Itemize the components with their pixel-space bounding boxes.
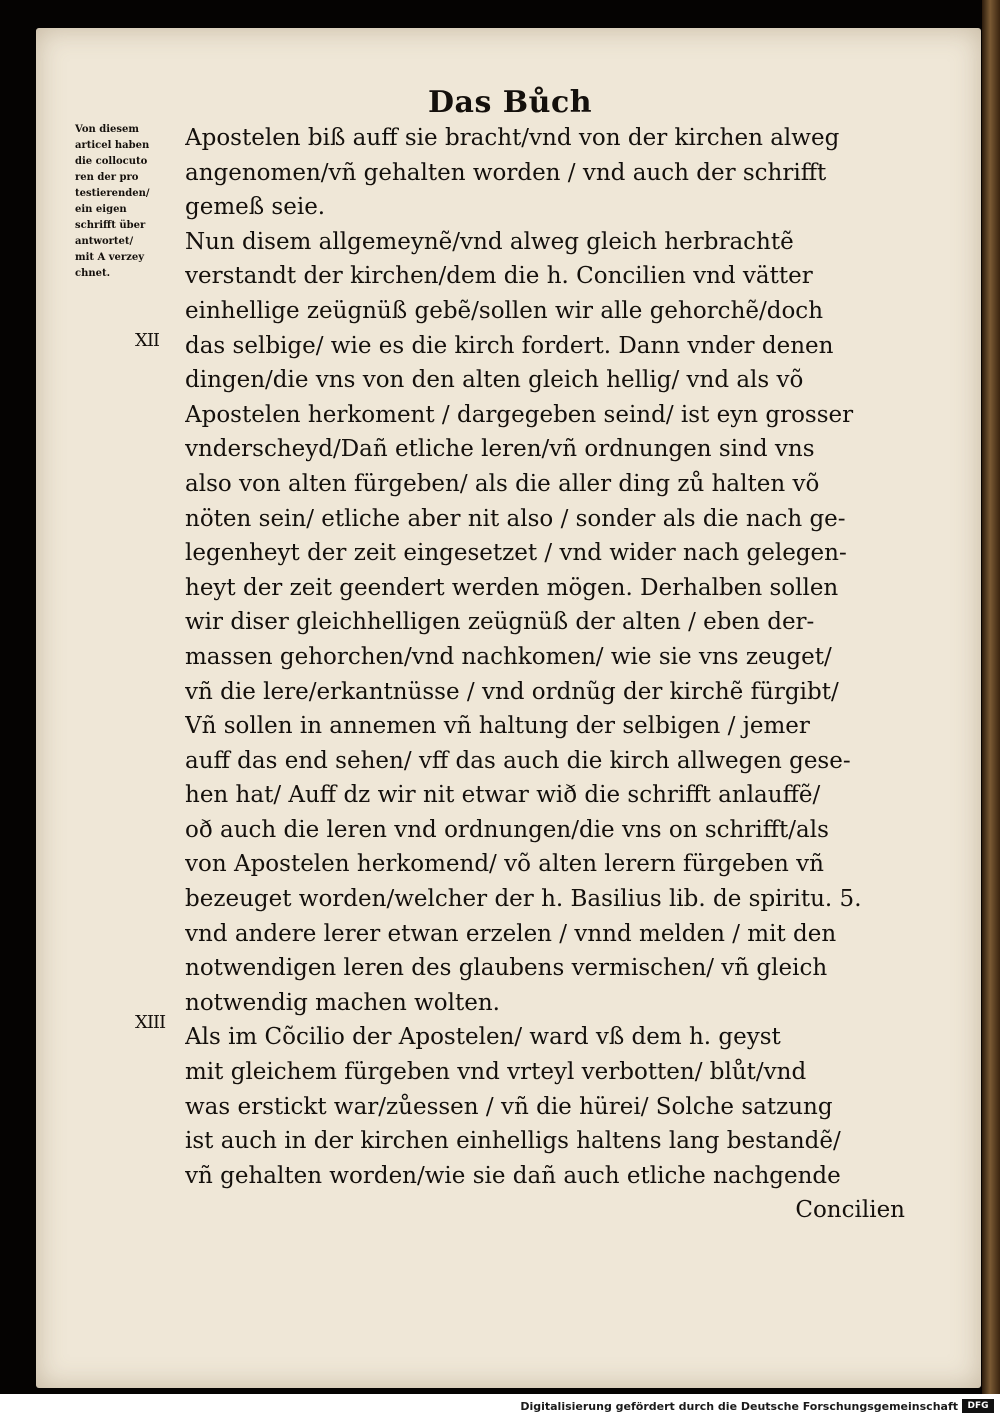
body-line: massen gehorchen/vnd nachkomen/ wie sie vns zeuget/: [185, 643, 832, 670]
body-line: verstandt der kirchen/dem die h. Concilien vnd vätter: [185, 263, 813, 290]
body-line: nöten sein/ etliche aber nit also / sonder als die nach ge-: [185, 505, 846, 532]
body-line: notwendig machen wolten.: [185, 989, 500, 1016]
body-line: was erstickt war/zůessen / vñ die hürei/ Solche satzung: [185, 1093, 833, 1120]
body-line: oð auch die leren vnd ordnungen/die vns on schrifft/als: [185, 816, 829, 843]
body-line: heyt der zeit geendert werden mögen. Derhalben sollen: [185, 574, 839, 601]
body-line: mit gleichem fürgeben vnd vrteyl verbotten/ blůt/vnd: [185, 1059, 807, 1086]
body-line: Als im Cõcilio der Apostelen/ ward vß dem h. geyst: [185, 1024, 781, 1051]
section-number-xii: XII: [135, 330, 160, 351]
body-line: hen hat/ Auff dz wir nit etwar wið die schrifft anlauffẽ/: [185, 782, 821, 809]
body-text: [185, 121, 905, 1228]
body-line: angenomen/vñ gehalten worden / vnd auch der schrifft: [185, 159, 827, 186]
body-line: legenheyt der zeit eingesetzet / vnd wider nach gelegen-: [185, 540, 847, 567]
body-line: ist auch in der kirchen einhelligs haltens lang bestandẽ/: [185, 1128, 841, 1155]
body-line: Apostelen biß auff sie bracht/vnd von der kirchen alweg: [185, 125, 840, 151]
footer-credit: Digitalisierung gefördert durch die Deutsche Forschungsgemeinschaft: [520, 1400, 958, 1413]
margin-note-line: die collocuto: [75, 156, 148, 167]
book-edge: [982, 0, 1000, 1394]
margin-note-line: ren der pro: [75, 172, 139, 183]
margin-note-line: articel haben: [75, 140, 150, 151]
body-line: bezeuget worden/welcher der h. Basilius lib. de spiritu. 5.: [185, 886, 862, 913]
body-line: vnd andere lerer etwan erzelen / vnnd melden / mit den: [185, 920, 837, 947]
body-line: dingen/die vns von den alten gleich hellig/ vnd als võ: [185, 367, 804, 394]
body-line: gemeß seie.: [185, 194, 326, 221]
margin-note-line: ein eigen: [75, 204, 127, 215]
margin-note-line: mit A verzey: [75, 252, 145, 263]
margin-note-line: chnet.: [75, 268, 111, 279]
body-line: das selbige/ wie es die kirch fordert. Dann vnder denen: [185, 332, 834, 359]
body-line: Apostelen herkoment / dargegeben seind/ ist eyn grosser: [185, 401, 854, 428]
body-line: notwendigen leren des glaubens vermischen/ vñ gleich: [185, 955, 828, 982]
body-line: einhellige zeügnüß gebẽ/sollen wir alle gehorchẽ/doch: [185, 297, 824, 324]
body-line: auff das end sehen/ vff das auch die kirch allwegen gese-: [185, 747, 851, 774]
body-line: Vñ sollen in annemen vñ haltung der selbigen / jemer: [185, 713, 810, 740]
margin-note-line: Von diesem: [75, 124, 139, 135]
running-head: Das Bůch: [428, 85, 593, 120]
margin-note-line: schrifft über: [75, 220, 146, 231]
margin-note-line: antwortet/: [75, 236, 134, 247]
body-line: wir diser gleichhelligen zeügnüß der alten / eben der-: [185, 609, 815, 636]
body-line: also von alten fürgeben/ als die aller ding zů halten võ: [185, 470, 820, 497]
body-line: vñ gehalten worden/wie sie dañ auch etliche nachgende: [185, 1162, 841, 1189]
dfg-logo: DFG: [962, 1399, 994, 1413]
catchword: Concilien: [795, 1197, 905, 1224]
body-line: vñ die lere/erkantnüsse / vnd ordnũg der kirchẽ fürgibt/: [185, 678, 839, 705]
body-line: Nun disem allgemeynẽ/vnd alweg gleich herbrachtẽ: [185, 228, 794, 255]
margin-note-line: testierenden/: [75, 188, 150, 199]
body-line: von Apostelen herkomend/ võ alten lerern fürgeben vñ: [185, 851, 824, 878]
section-number-xiii: XIII: [135, 1012, 166, 1033]
body-line: vnderscheyd/Dañ etliche leren/vñ ordnungen sind vns: [185, 436, 815, 463]
